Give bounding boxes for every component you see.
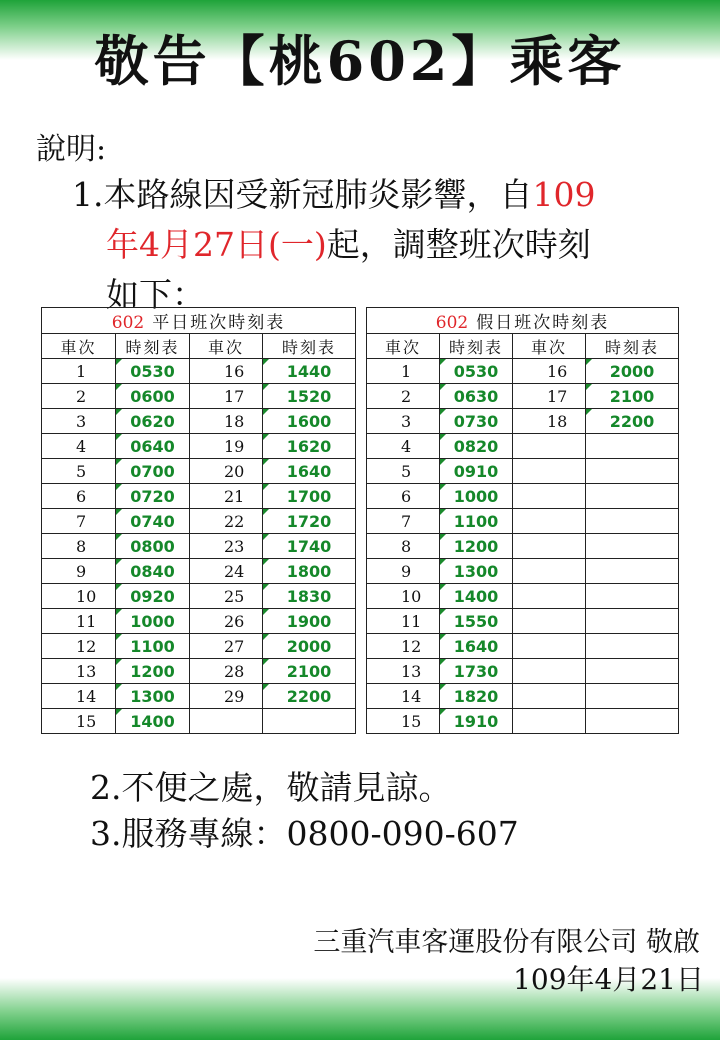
departure-time-cell: 1200: [440, 534, 513, 559]
trip-number-cell: 16: [190, 359, 263, 384]
item1-line2: [72, 220, 596, 270]
timetable-name: 假日班次時刻表: [476, 313, 610, 333]
table-row: [42, 434, 356, 459]
holiday-timetable: [366, 307, 679, 734]
column-header: 車次: [42, 334, 116, 359]
table-row: [42, 459, 356, 484]
trip-number-cell: [513, 709, 586, 734]
trip-number-cell: [513, 509, 586, 534]
table-row: [367, 659, 679, 684]
departure-time-cell: 2200: [263, 684, 356, 709]
trip-number-cell: 4: [42, 434, 116, 459]
departure-time-cell: 0800: [116, 534, 190, 559]
table-row: [42, 609, 356, 634]
departure-time-cell: 1640: [440, 634, 513, 659]
departure-time-cell: [586, 584, 679, 609]
departure-time-cell: 0720: [116, 484, 190, 509]
explanation-label: 說明:: [36, 132, 107, 167]
column-header: 時刻表: [116, 334, 190, 359]
item1-date-day: 年4月27日(一): [106, 225, 327, 264]
trip-number-cell: 15: [42, 709, 116, 734]
departure-time-cell: 1820: [440, 684, 513, 709]
trip-number-cell: 22: [190, 509, 263, 534]
departure-time-cell: 0740: [116, 509, 190, 534]
departure-time-cell: [586, 709, 679, 734]
trip-number-cell: 3: [367, 409, 440, 434]
trip-number-cell: 24: [190, 559, 263, 584]
trip-number-cell: 21: [190, 484, 263, 509]
departure-time-cell: [586, 509, 679, 534]
departure-time-cell: 1440: [263, 359, 356, 384]
table-row: [42, 534, 356, 559]
table-row: [42, 509, 356, 534]
departure-time-cell: [586, 609, 679, 634]
trip-number-cell: 1: [42, 359, 116, 384]
timetable-caption: [367, 308, 679, 334]
trip-number-cell: 14: [367, 684, 440, 709]
table-row: [42, 709, 356, 734]
departure-time-cell: 1550: [440, 609, 513, 634]
trip-number-cell: 11: [42, 609, 116, 634]
departure-time-cell: 0840: [116, 559, 190, 584]
departure-time-cell: 1300: [116, 684, 190, 709]
departure-time-cell: 1300: [440, 559, 513, 584]
trip-number-cell: 18: [513, 409, 586, 434]
item1-prefix: 1.本路線因受新冠肺炎影響，自: [72, 175, 533, 214]
departure-time-cell: 1600: [263, 409, 356, 434]
trip-number-cell: 1: [367, 359, 440, 384]
trip-number-cell: 3: [42, 409, 116, 434]
column-header: 車次: [190, 334, 263, 359]
trip-number-cell: 11: [367, 609, 440, 634]
departure-time-cell: 0630: [440, 384, 513, 409]
column-header: 車次: [513, 334, 586, 359]
notice-date: 109年4月21日: [513, 963, 704, 996]
departure-time-cell: 1400: [116, 709, 190, 734]
departure-time-cell: 0600: [116, 384, 190, 409]
company-signature: 三重汽車客運股份有限公司 敬啟: [313, 927, 700, 958]
trip-number-cell: 4: [367, 434, 440, 459]
trip-number-cell: [513, 684, 586, 709]
table-row: [367, 434, 679, 459]
departure-time-cell: 1000: [116, 609, 190, 634]
trip-number-cell: 5: [367, 459, 440, 484]
weekday-timetable: [41, 307, 356, 734]
trip-number-cell: 10: [42, 584, 116, 609]
departure-time-cell: 2100: [586, 384, 679, 409]
item1-suffix: 起，調整班次時刻: [326, 225, 591, 264]
trip-number-cell: 2: [42, 384, 116, 409]
trip-number-cell: 7: [42, 509, 116, 534]
trip-number-cell: 20: [190, 459, 263, 484]
departure-time-cell: 0920: [116, 584, 190, 609]
departure-time-cell: 2200: [586, 409, 679, 434]
column-header: 時刻表: [440, 334, 513, 359]
departure-time-cell: 0700: [116, 459, 190, 484]
trip-number-cell: 12: [42, 634, 116, 659]
departure-time-cell: [586, 634, 679, 659]
trip-number-cell: [513, 459, 586, 484]
table-row: [367, 634, 679, 659]
trip-number-cell: 28: [190, 659, 263, 684]
table-row: [367, 509, 679, 534]
table-row: [367, 609, 679, 634]
departure-time-cell: 1700: [263, 484, 356, 509]
trip-number-cell: [513, 659, 586, 684]
trip-number-cell: 6: [367, 484, 440, 509]
route-number: 602: [435, 313, 469, 333]
departure-time-cell: [586, 534, 679, 559]
departure-time-cell: 1910: [440, 709, 513, 734]
table-row: [42, 484, 356, 509]
trip-number-cell: [513, 559, 586, 584]
table-row: [42, 659, 356, 684]
trip-number-cell: 12: [367, 634, 440, 659]
table-row: [42, 559, 356, 584]
trip-number-cell: 7: [367, 509, 440, 534]
departure-time-cell: 1100: [440, 509, 513, 534]
timetable-caption: [42, 308, 356, 334]
departure-time-cell: 1720: [263, 509, 356, 534]
departure-time-cell: 1620: [263, 434, 356, 459]
trip-number-cell: [513, 584, 586, 609]
table-row: [367, 359, 679, 384]
column-header: 車次: [367, 334, 440, 359]
table-row: [367, 459, 679, 484]
departure-time-cell: [586, 434, 679, 459]
trip-number-cell: 5: [42, 459, 116, 484]
trip-number-cell: 8: [367, 534, 440, 559]
departure-time-cell: 1900: [263, 609, 356, 634]
trip-number-cell: 26: [190, 609, 263, 634]
trip-number-cell: 17: [190, 384, 263, 409]
table-row: [367, 684, 679, 709]
departure-time-cell: 0530: [116, 359, 190, 384]
item1-date-year: 109: [532, 175, 596, 214]
departure-time-cell: 1740: [263, 534, 356, 559]
departure-time-cell: 2000: [263, 634, 356, 659]
table-row: [42, 384, 356, 409]
table-row: [367, 409, 679, 434]
departure-time-cell: 1400: [440, 584, 513, 609]
table-row: [367, 709, 679, 734]
table-row: [42, 634, 356, 659]
departure-time-cell: [586, 559, 679, 584]
trip-number-cell: [513, 534, 586, 559]
trip-number-cell: 2: [367, 384, 440, 409]
notice-item-1: [72, 170, 596, 320]
notice-title: 敬告【桃602】乘客: [94, 29, 626, 93]
departure-time-cell: 0730: [440, 409, 513, 434]
departure-time-cell: 1830: [263, 584, 356, 609]
departure-time-cell: [586, 459, 679, 484]
departure-time-cell: 1800: [263, 559, 356, 584]
timetable-name: 平日班次時刻表: [152, 313, 286, 333]
departure-time-cell: 0530: [440, 359, 513, 384]
trip-number-cell: 14: [42, 684, 116, 709]
table-row: [367, 584, 679, 609]
departure-time-cell: 0820: [440, 434, 513, 459]
trip-number-cell: [513, 634, 586, 659]
trip-number-cell: [513, 484, 586, 509]
trip-number-cell: 13: [42, 659, 116, 684]
trip-number-cell: 10: [367, 584, 440, 609]
table-row: [42, 684, 356, 709]
departure-time-cell: 1520: [263, 384, 356, 409]
trip-number-cell: [513, 609, 586, 634]
trip-number-cell: 6: [42, 484, 116, 509]
departure-time-cell: 0640: [116, 434, 190, 459]
departure-time-cell: [586, 484, 679, 509]
departure-time-cell: 1730: [440, 659, 513, 684]
trip-number-cell: [513, 434, 586, 459]
departure-time-cell: 2000: [586, 359, 679, 384]
trip-number-cell: 13: [367, 659, 440, 684]
trip-number-cell: 16: [513, 359, 586, 384]
table-row: [42, 359, 356, 384]
item1-line3: 如下：: [106, 275, 205, 314]
departure-time-cell: 0910: [440, 459, 513, 484]
trip-number-cell: [190, 709, 263, 734]
departure-time-cell: 0620: [116, 409, 190, 434]
table-row: [367, 384, 679, 409]
table-row: [367, 484, 679, 509]
trip-number-cell: 8: [42, 534, 116, 559]
notice-item-3-hotline: 3.服務專線：0800-090-607: [90, 814, 519, 853]
table-row: [42, 584, 356, 609]
trip-number-cell: 9: [367, 559, 440, 584]
route-number: 602: [111, 313, 145, 333]
trip-number-cell: 18: [190, 409, 263, 434]
trip-number-cell: 9: [42, 559, 116, 584]
trip-number-cell: 17: [513, 384, 586, 409]
departure-time-cell: 1000: [440, 484, 513, 509]
column-header: 時刻表: [263, 334, 356, 359]
table-row: [367, 534, 679, 559]
table-row: [42, 409, 356, 434]
trip-number-cell: 19: [190, 434, 263, 459]
departure-time-cell: [263, 709, 356, 734]
trip-number-cell: 15: [367, 709, 440, 734]
departure-time-cell: [586, 684, 679, 709]
departure-time-cell: 1100: [116, 634, 190, 659]
departure-time-cell: 1640: [263, 459, 356, 484]
departure-time-cell: [586, 659, 679, 684]
column-header: 時刻表: [586, 334, 679, 359]
departure-time-cell: 1200: [116, 659, 190, 684]
trip-number-cell: 25: [190, 584, 263, 609]
trip-number-cell: 23: [190, 534, 263, 559]
table-row: [367, 559, 679, 584]
notice-item-2: 2.不便之處，敬請見諒。: [90, 768, 452, 807]
departure-time-cell: 2100: [263, 659, 356, 684]
trip-number-cell: 27: [190, 634, 263, 659]
trip-number-cell: 29: [190, 684, 263, 709]
